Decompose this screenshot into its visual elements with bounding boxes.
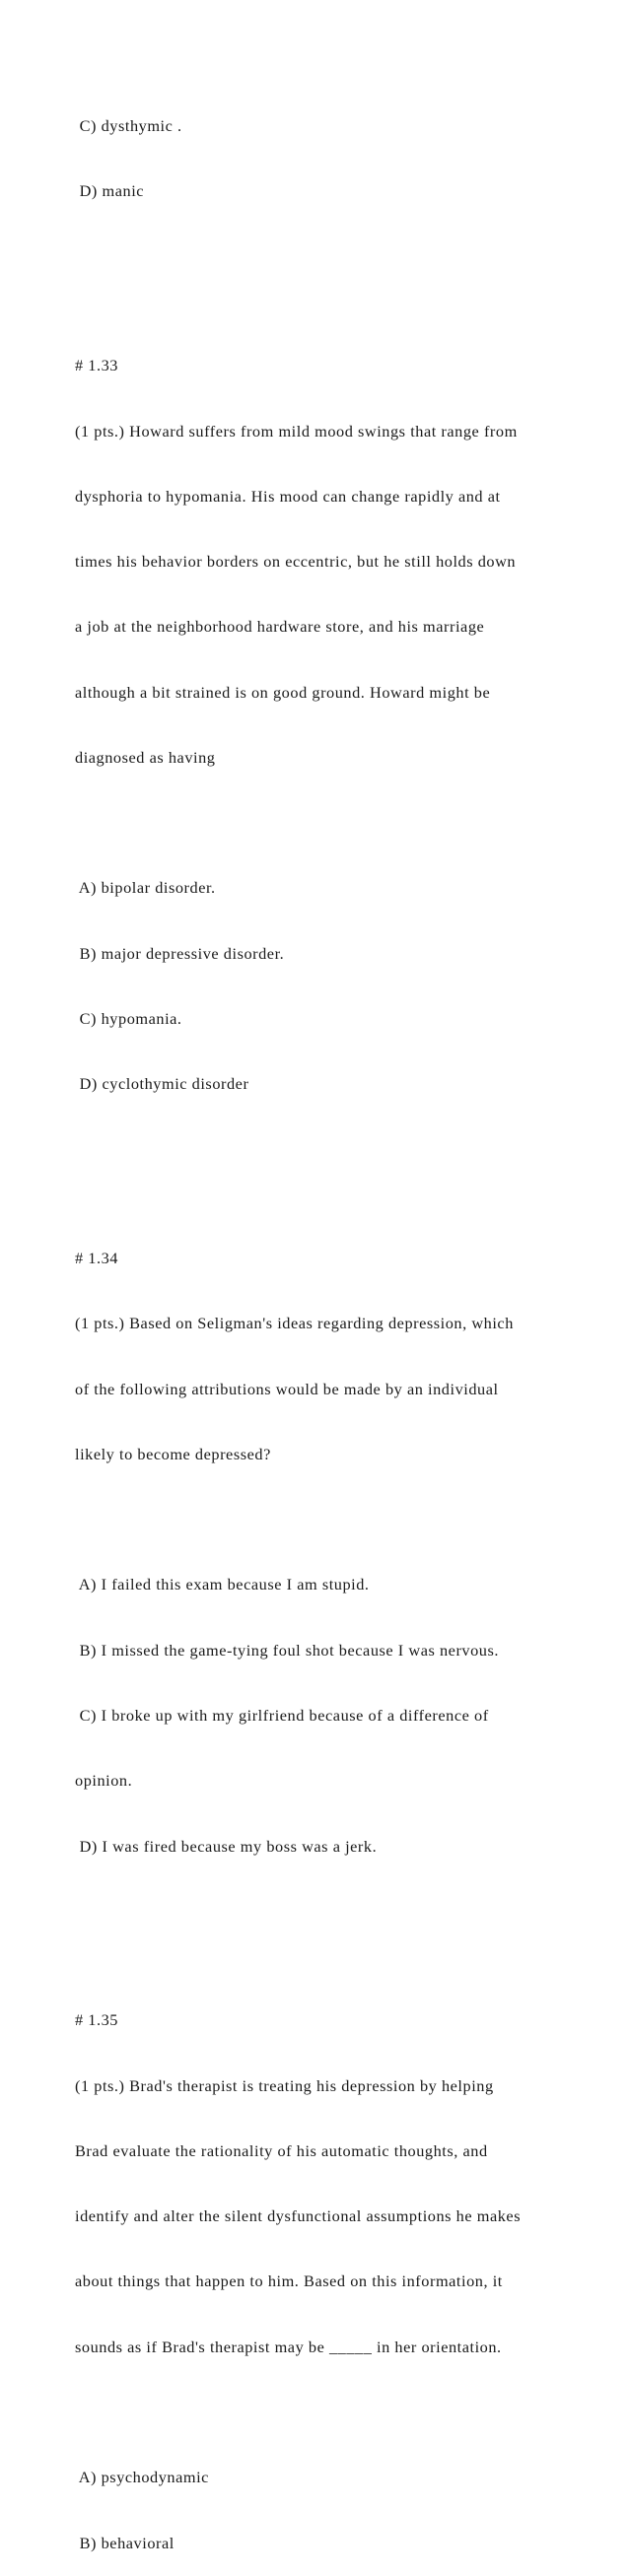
option-line: D) manic xyxy=(75,181,145,201)
question-prompt-line: sounds as if Brad's therapist may be _____ in her orientation. xyxy=(75,2337,502,2356)
option-line: C) hypomania. xyxy=(75,1009,182,1029)
spacer xyxy=(75,1509,607,1530)
option-line: C) dysthymic . xyxy=(75,116,182,136)
question-prompt-line: identify and alter the silent dysfunctional assumptions he makes xyxy=(75,2206,522,2226)
question-prompt-line: (1 pts.) Howard suffers from mild mood swings that range from xyxy=(75,421,518,441)
option-line: B) I missed the game-tying foul shot because I was nervous. xyxy=(75,1640,499,1660)
spacer xyxy=(75,812,607,834)
question-prompt-line: a job at the neighborhood hardware store, and his marriage xyxy=(75,617,485,637)
spacer xyxy=(75,1901,607,1923)
option-line: B) major depressive disorder. xyxy=(75,943,285,963)
question-prompt-line: diagnosed as having xyxy=(75,747,216,767)
question-prompt-line: about things that happen to him. Based on this information, it xyxy=(75,2271,503,2291)
question-prompt-line: dysphoria to hypomania. His mood can change rapidly and at xyxy=(75,486,501,506)
question-number: # 1.33 xyxy=(75,356,119,375)
question-prompt-line: Brad evaluate the rationality of his automatic thoughts, and xyxy=(75,2140,488,2160)
option-line: A) I failed this exam because I am stupid. xyxy=(75,1575,370,1594)
spacer xyxy=(75,1139,607,1161)
option-line: D) cyclothymic disorder xyxy=(75,1074,249,1094)
question-number: # 1.34 xyxy=(75,1249,119,1268)
spacer xyxy=(75,246,607,268)
option-line: A) bipolar disorder. xyxy=(75,878,216,898)
question-prompt-line: of the following attributions would be made by an individual xyxy=(75,1379,499,1398)
document-page xyxy=(75,72,607,2576)
option-line: B) behavioral xyxy=(75,2533,175,2552)
question-prompt-line: (1 pts.) Based on Seligman's ideas regarding depression, which xyxy=(75,1314,514,1333)
question-number: # 1.35 xyxy=(75,2010,119,2030)
option-line: A) psychodynamic xyxy=(75,2468,209,2487)
question-prompt-line: although a bit strained is on good ground. Howard might be xyxy=(75,682,491,702)
question-prompt-line: (1 pts.) Brad's therapist is treating his depression by helping xyxy=(75,2075,494,2095)
spacer xyxy=(75,2402,607,2423)
option-line: D) I was fired because my boss was a jerk. xyxy=(75,1836,378,1856)
question-prompt-line: times his behavior borders on eccentric, but he still holds down xyxy=(75,552,517,572)
question-prompt-line: likely to become depressed? xyxy=(75,1444,271,1463)
option-line: opinion. xyxy=(75,1771,133,1791)
option-line: C) I broke up with my girlfriend because of a difference of xyxy=(75,1706,489,1726)
